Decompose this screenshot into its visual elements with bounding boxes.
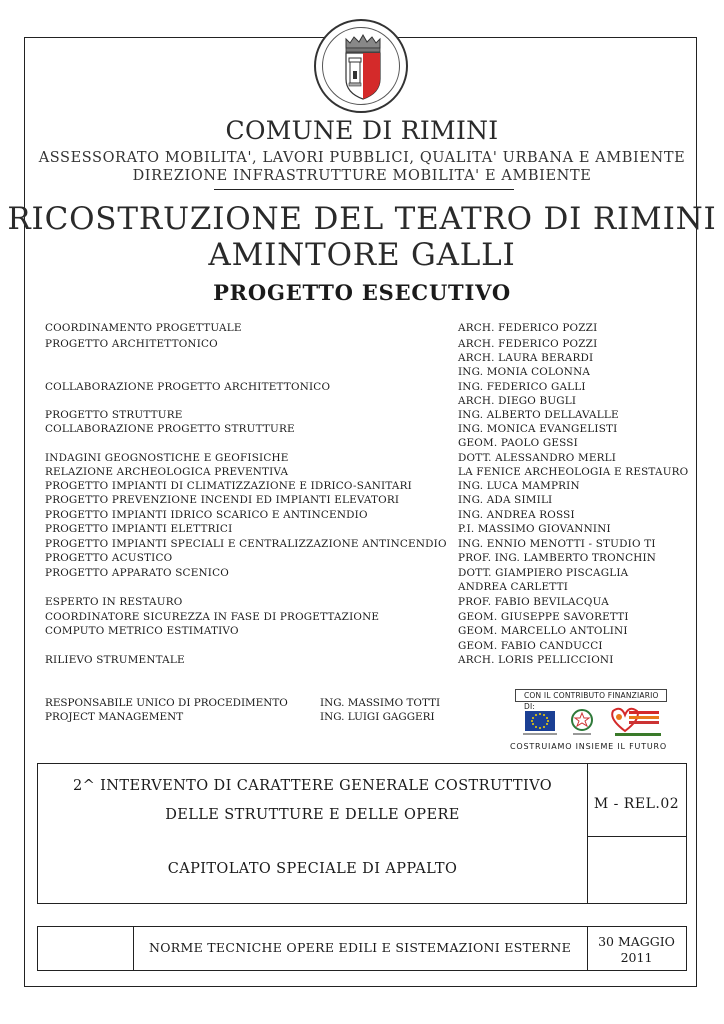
title-box-divider [587,764,588,903]
coat-of-arms-icon [316,21,410,115]
person-name: PROF. ING. LAMBERTO TRONCHIN [458,552,657,564]
intervention-title: 2^ INTERVENTO DI CARATTERE GENERALE COSTRUTTIVO [72,778,553,794]
intervention-subtitle: DELLE STRUTTURE E DELLE OPERE [165,807,460,823]
por-fesr-logo-icon [612,709,661,736]
document-title-box [37,763,687,904]
person-name: ARCH. DIEGO BUGLI [458,395,577,407]
comune-title: COMUNE DI RIMINI [225,116,499,145]
person-name: GEOM. FABIO CANDUCCI [458,640,603,652]
direzione-line: DIREZIONE INFRASTRUTTURE MOBILITA' E AMBIENTE [132,168,592,184]
role-label: PROGETTO IMPIANTI ELETTRICI [45,523,233,535]
project-phase: PROGETTO ESECUTIVO [213,280,511,305]
person-name: ING. LUCA MAMPRIN [458,480,580,492]
person-name: ARCH. LAURA BERARDI [458,352,594,364]
funding-box [507,689,670,756]
rup-name: ING. MASSIMO TOTTI [320,697,441,709]
role-label: PROGETTO ARCHITETTONICO [45,338,218,350]
pm-name: ING. LUIGI GAGGERI [320,711,435,723]
person-name: ING. ENNIO MENOTTI - STUDIO TI [458,538,656,550]
role-label: INDAGINI GEOGNOSTICHE E GEOFISICHE [45,452,289,464]
role-label: COMPUTO METRICO ESTIMATIVO [45,625,239,637]
funding-logos [515,705,667,741]
person-name: ING. MONIA COLONNA [458,366,591,378]
person-name: ING. ALBERTO DELLAVALLE [458,409,619,421]
funding-motto: COSTRUIAMO INSIEME IL FUTURO [510,742,667,751]
role-label: RILIEVO STRUMENTALE [45,654,185,666]
document-code: M - REL.02 [593,796,680,812]
person-name: P.I. MASSIMO GIOVANNINI [458,523,611,535]
role-label: PROGETTO IMPIANTI DI CLIMATIZZAZIONE E IDRICO-SANITARI [45,480,412,492]
person-name: GEOM. PAOLO GESSI [458,437,578,449]
italian-republic-emblem-icon [572,710,592,735]
project-title-line2: AMINTORE GALLI [208,237,516,273]
header-divider [214,189,514,190]
footer-title: NORME TECNICHE OPERE EDILI E SISTEMAZIONI ESTERNE [148,940,572,955]
project-title-line1: RICOSTRUZIONE DEL TEATRO DI RIMINI [7,201,717,237]
role-label: PROGETTO APPARATO SCENICO [45,567,229,579]
assessorato-line: ASSESSORATO MOBILITA', LAVORI PUBBLICI, QUALITA' URBANA E AMBIENTE [38,150,686,166]
role-label: PROGETTO IMPIANTI IDRICO SCARICO E ANTINCENDIO [45,509,368,521]
role-label: PROGETTO STRUTTURE [45,409,183,421]
eu-flag-icon [523,711,557,735]
role-label: PROGETTO PREVENZIONE INCENDI ED IMPIANTI ELEVATORI [45,494,400,506]
role-label: PROGETTO IMPIANTI SPECIALI E CENTRALIZZAZIONE ANTINCENDIO [45,538,447,550]
rup-label: RESPONSABILE UNICO DI PROCEDIMENTO [45,697,288,709]
person-name: ING. ADA SIMILI [458,494,553,506]
document-name: CAPITOLATO SPECIALE DI APPALTO [167,861,458,877]
role-label: RELAZIONE ARCHEOLOGICA PREVENTIVA [45,466,289,478]
person-name: DOTT. ALESSANDRO MERLI [458,452,617,464]
person-name: ING. ANDREA ROSSI [458,509,575,521]
code-cell-divider [587,836,686,837]
pm-label: PROJECT MANAGEMENT [45,711,184,723]
person-name: GEOM. MARCELLO ANTOLINI [458,625,628,637]
role-label: COLLABORAZIONE PROGETTO STRUTTURE [45,423,295,435]
person-name: GEOM. GIUSEPPE SAVORETTI [458,611,629,623]
person-name: PROF. FABIO BEVILACQUA [458,596,609,608]
document-date-day: 30 MAGGIO [598,934,675,949]
person-name: ING. FEDERICO GALLI [458,381,586,393]
role-label: PROGETTO ACUSTICO [45,552,173,564]
role-label: COLLABORAZIONE PROGETTO ARCHITETTONICO [45,381,331,393]
person-name: ING. MONICA EVANGELISTI [458,423,618,435]
footer-box [37,926,687,971]
funding-caption: CON IL CONTRIBUTO FINANZIARIO DI: [515,689,667,702]
person-name: ARCH. LORIS PELLICCIONI [458,654,614,666]
document-date-year: 2011 [620,950,653,965]
person-name: LA FENICE ARCHEOLOGIA E RESTAURO [458,466,689,478]
role-label: COORDINATORE SICUREZZA IN FASE DI PROGETTAZIONE [45,611,380,623]
person-name: ARCH. FEDERICO POZZI [458,338,598,350]
rimini-coat-of-arms [314,19,408,113]
role-label: ESPERTO IN RESTAURO [45,596,183,608]
person-name: ARCH. FEDERICO POZZI [458,322,598,334]
person-name: ANDREA CARLETTI [458,581,569,593]
role-label: COORDINAMENTO PROGETTUALE [45,322,242,334]
person-name: DOTT. GIAMPIERO PISCAGLIA [458,567,629,579]
